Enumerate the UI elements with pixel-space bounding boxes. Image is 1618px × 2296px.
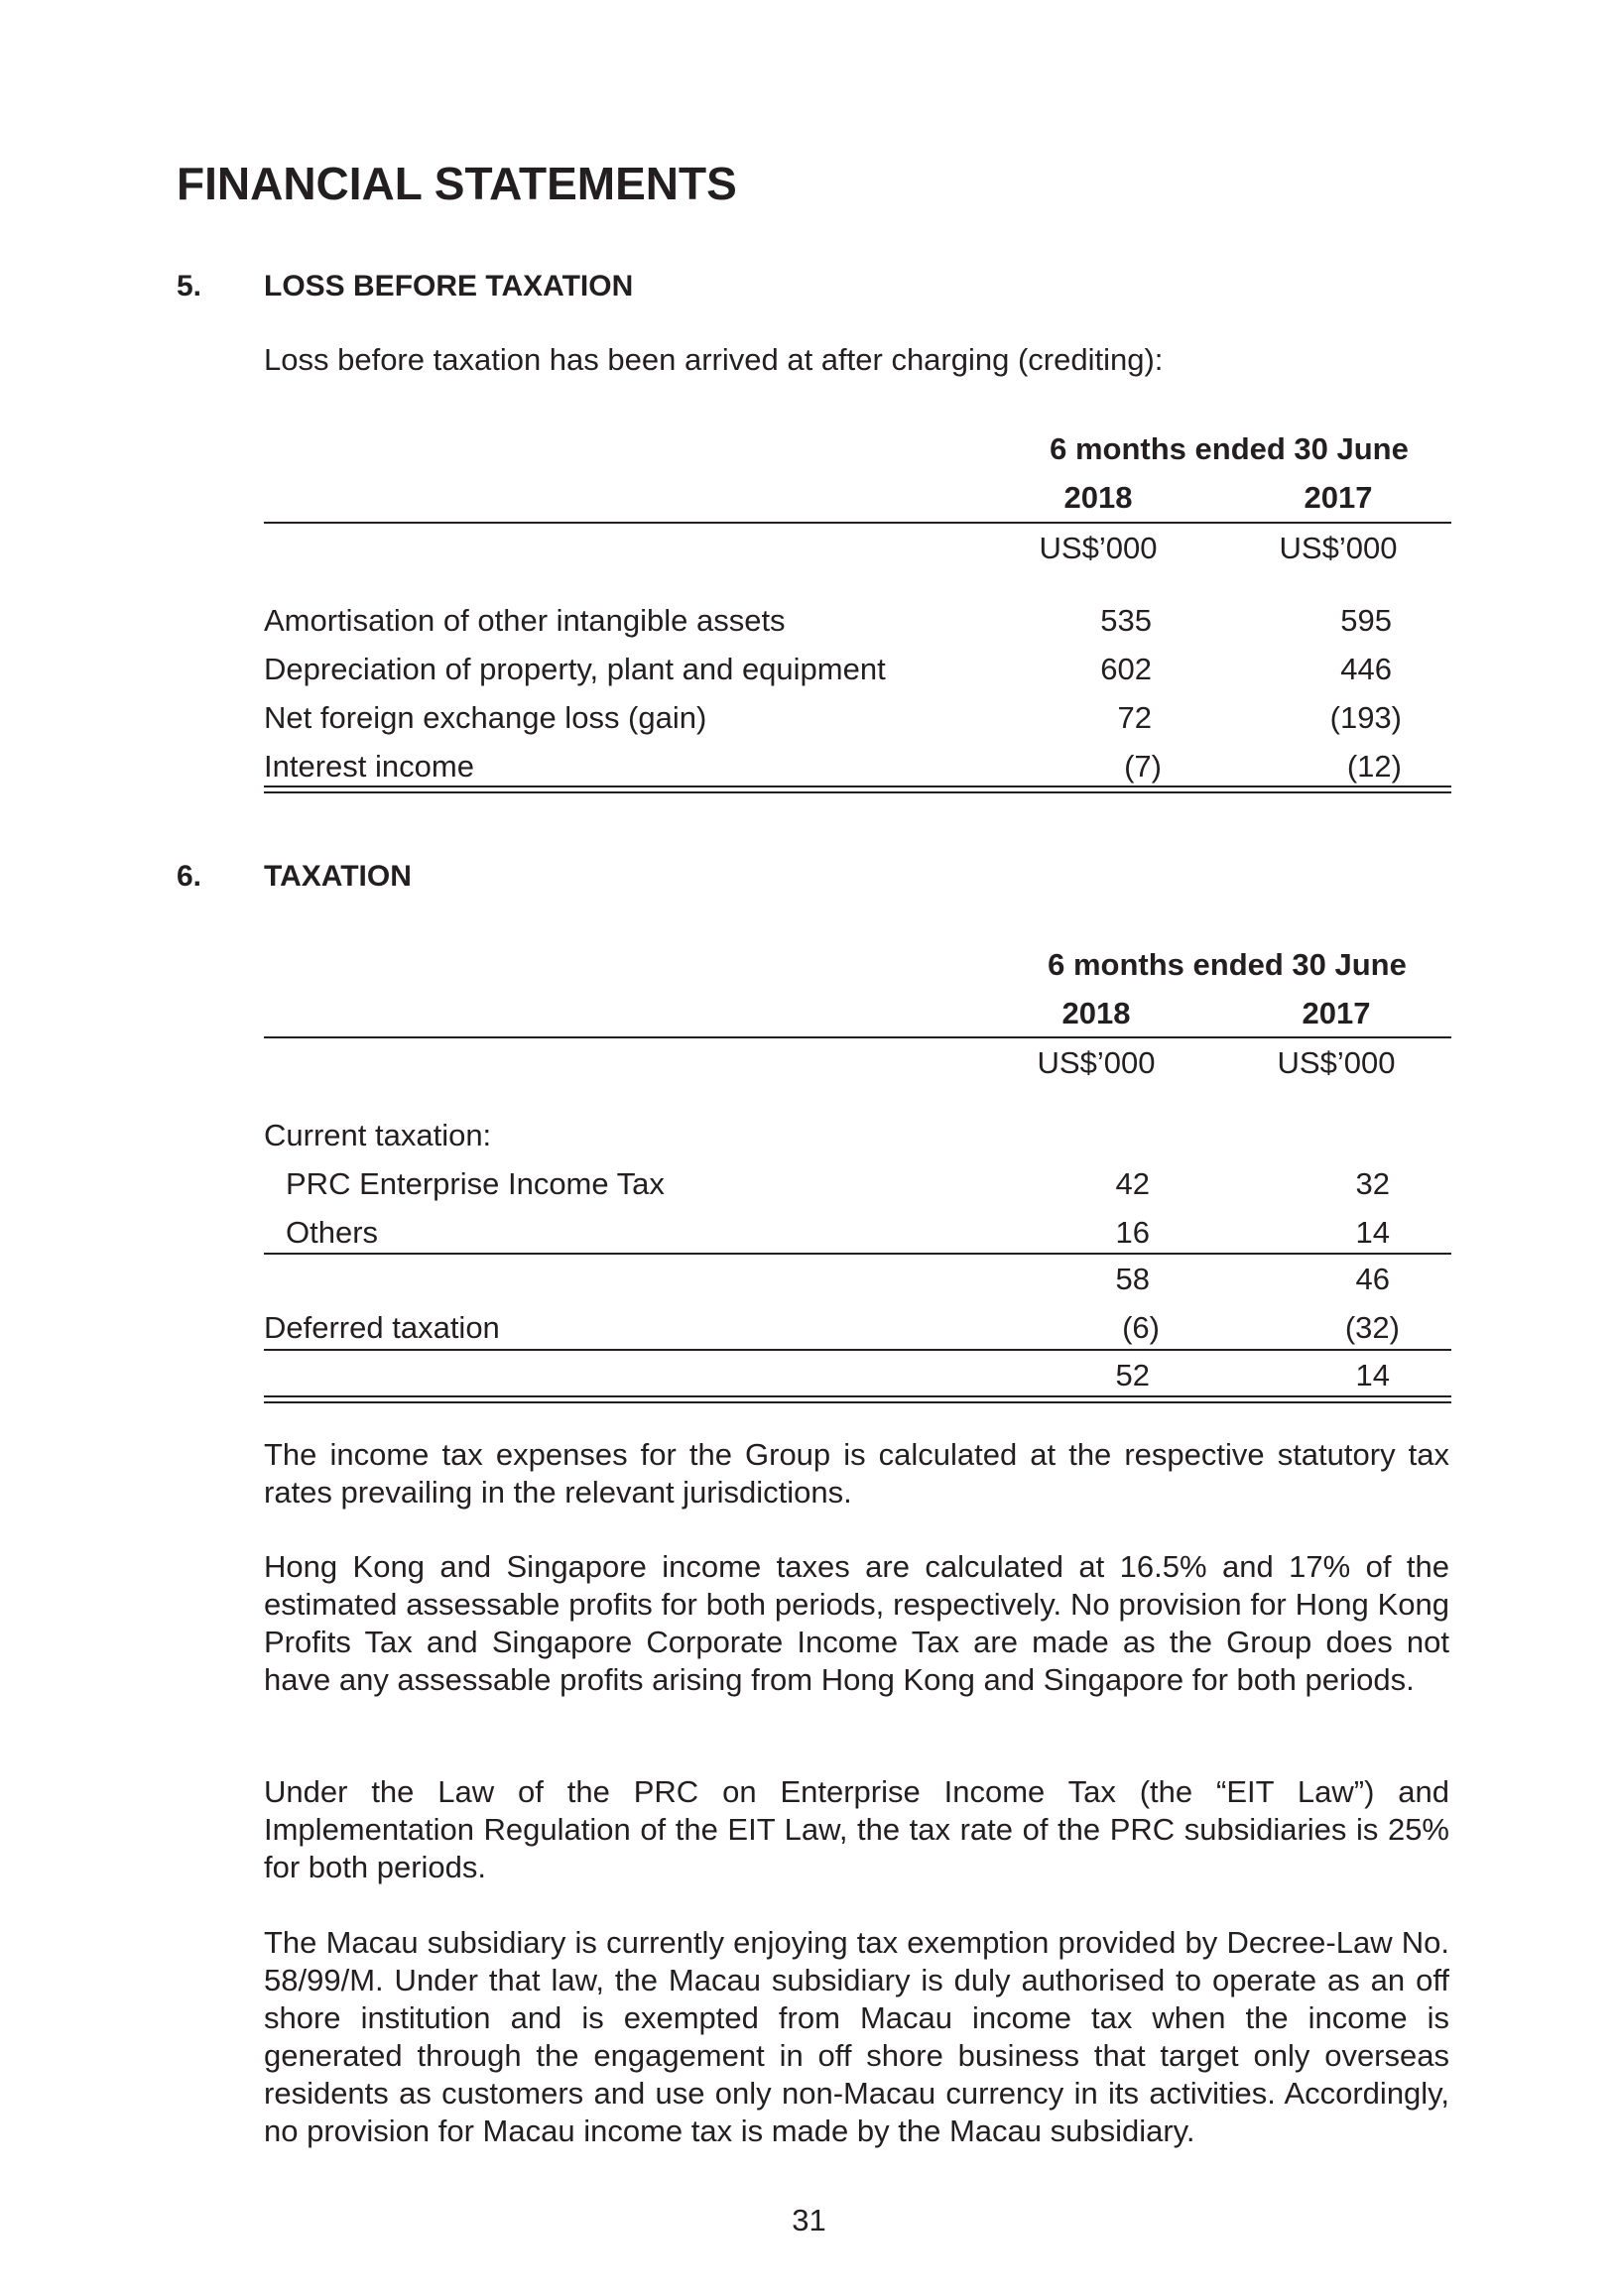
grand-total-rule-bottom: [264, 1401, 1451, 1403]
unit-2017: US$’000: [1277, 1045, 1396, 1080]
period-header: 6 months ended 30 June: [1050, 431, 1409, 466]
section-5-number: 5.: [177, 270, 202, 302]
section-6-number: 6.: [177, 860, 202, 893]
row-value-2018: 16: [1115, 1215, 1150, 1250]
subtotal-2018: 58: [1115, 1262, 1150, 1296]
row-label: Net foreign exchange loss (gain): [264, 700, 707, 735]
row-label: Depreciation of property, plant and equipment: [264, 652, 886, 686]
paragraph-macau: The Macau subsidiary is currently enjoying tax exemption provided by Decree-Law No. 58/99/M. Under that law, the Macau subsidiary is duly authorised to operate as an off shore institution and is exempted from Macau income tax when the income is generated through the engagement in off shore business that target only overseas residents as customers and use only non-Macau currency in its activities. Accordingly, no provision for Macau income tax is made by the Macau subsidiary.: [264, 1925, 1449, 2148]
total-rule-top: [264, 785, 1451, 787]
row-value-2017: 32: [1355, 1166, 1390, 1201]
header-rule: [264, 522, 1451, 524]
total-2018: 52: [1115, 1358, 1150, 1392]
row-value-2018: 42: [1115, 1166, 1150, 1201]
period-header: 6 months ended 30 June: [1048, 947, 1407, 982]
paragraph-tax-rates: The income tax expenses for the Group is calculated at the respective statutory tax rates prevailing in the relevant jurisdictions.: [264, 1437, 1449, 1510]
header-rule: [264, 1036, 1451, 1038]
section-5-intro: Loss before taxation has been arrived at after charging (crediting):: [264, 342, 1164, 377]
row-label: Amortisation of other intangible assets: [264, 603, 786, 638]
row-label: PRC Enterprise Income Tax: [286, 1166, 665, 1201]
section-6-title: TAXATION: [264, 860, 412, 893]
row-value-2017: 595: [1340, 603, 1392, 638]
year-header-2018: 2018: [1061, 996, 1131, 1030]
unit-2017: US$’000: [1279, 531, 1398, 565]
row-value-2018: 535: [1100, 603, 1152, 638]
section-5-title: LOSS BEFORE TAXATION: [264, 270, 634, 302]
page-number: 31: [792, 2203, 826, 2237]
deferred-taxation-label: Deferred taxation: [264, 1310, 500, 1345]
row-value-2018: 72: [1117, 700, 1152, 735]
year-header-2018: 2018: [1063, 480, 1133, 515]
total-rule-bottom: [264, 791, 1451, 793]
subtotal-rule: [264, 1253, 1451, 1255]
total-2017: 14: [1355, 1358, 1390, 1392]
paragraph-eit-law: Under the Law of the PRC on Enterprise Income Tax (the “EIT Law”) and Implementation Regulation of the EIT Law, the tax rate of the PRC subsidiaries is 25% for both periods.: [264, 1774, 1449, 1884]
row-label: Others: [286, 1215, 379, 1250]
row-value-2018: 602: [1100, 652, 1152, 686]
unit-2018: US$’000: [1037, 1045, 1156, 1080]
row-label: Interest income: [264, 749, 474, 784]
grand-total-rule-top: [264, 1395, 1451, 1397]
row-value-2017: (193): [1329, 700, 1402, 735]
year-header-2017: 2017: [1304, 480, 1373, 515]
subtotal-2017: 46: [1355, 1262, 1390, 1296]
paragraph-hk-singapore: Hong Kong and Singapore income taxes are calculated at 16.5% and 17% of the estimated assessable profits for both periods, respectively. No provision for Hong Kong Profits Tax and Singapore Corporate Income Tax are made as the Group does not have any assessable profits arising from Hong Kong and Singapore for both periods.: [264, 1549, 1449, 1697]
unit-2018: US$’000: [1039, 531, 1158, 565]
deferred-2018: (6): [1122, 1310, 1160, 1345]
page-title: FINANCIAL STATEMENTS: [177, 158, 737, 209]
year-header-2017: 2017: [1302, 996, 1371, 1030]
row-value-2017: 14: [1355, 1215, 1390, 1250]
total-rule: [264, 1349, 1451, 1351]
row-value-2017: 446: [1340, 652, 1392, 686]
row-value-2017: (12): [1346, 749, 1402, 784]
deferred-2017: (32): [1344, 1310, 1400, 1345]
current-taxation-label: Current taxation:: [264, 1118, 492, 1152]
row-value-2018: (7): [1124, 749, 1162, 784]
